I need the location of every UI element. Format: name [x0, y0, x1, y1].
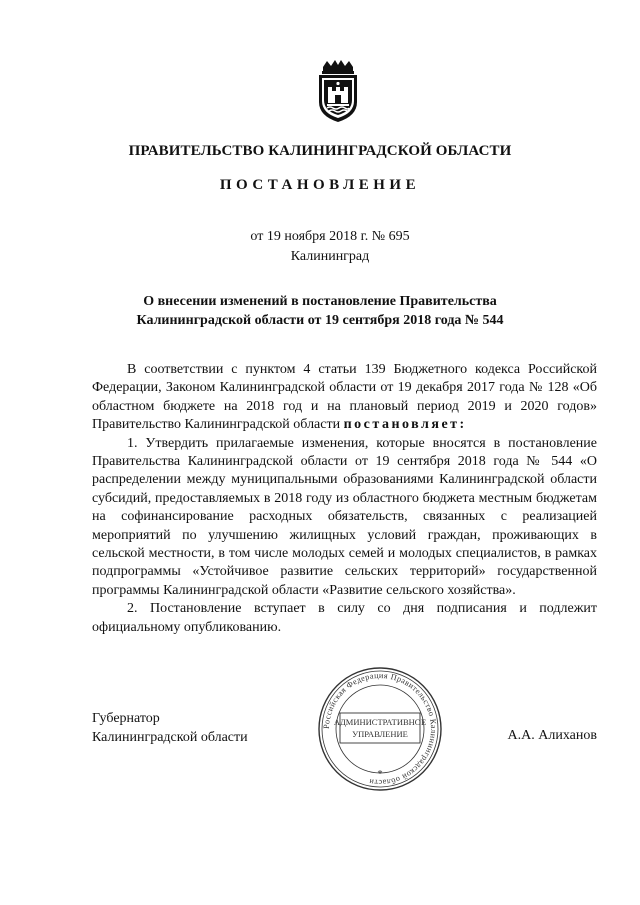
decree-word: постановляет: — [343, 417, 467, 433]
item-1-paragraph: 1. Утвердить прилагаемые изменения, которые вносятся в постановление Правительства Калининградской области от 19 сентября 2018 года № 544 «О распределении между муниципальными образованиями Калининградской области субсидий, предоставляемых в 2018 году из областного бюджета местным бюджетам на софинансирование расходных обязательств, связанных с реализацией мероприятий по улучшению жилищных условий граждан, проживающих в сельской местности, в том числе молодых семей и молодых специалистов, в рамках подпрограммы «Устойчивое развитие сельских территорий» государственной программы Калининградской области «Развитие сельского хозяйства». — [92, 435, 597, 598]
government-name-heading: ПРАВИТЕЛЬСТВО КАЛИНИНГРАДСКОЙ ОБЛАСТИ — [128, 143, 512, 159]
seal-ring-text: Российская Федерация Правительство Калининградской области — [321, 670, 439, 788]
signer-title-line-2: Калининградской области — [92, 730, 248, 745]
signer-title-line-1: Губернатор — [92, 711, 160, 726]
document-city: Калининград — [290, 249, 370, 264]
signer-name: А.А. Алиханов — [507, 728, 597, 743]
seal-center-line-1: АДМИНИСТРАТИВНОЕ — [333, 717, 427, 727]
item-2-paragraph: 2. Постановление вступает в силу со дня подписания и подлежит официальному опубликованию. — [92, 601, 597, 635]
document-body — [92, 361, 597, 637]
subject-line-1: О внесении изменений в постановление Правительства — [143, 294, 497, 309]
preamble-text: В соответствии с пунктом 4 статьи 139 Бюджетного кодекса Российской Федерации, Законом Калининградской области от 19 декабря 2017 года № 128 «Об областном бюджете на 2018 год и на плановый период 2019 и 2020 годов» Правительство Калининградской области — [92, 362, 597, 433]
document-type-heading: ПОСТАНОВЛЕНИЕ — [219, 177, 421, 193]
seal-star: * — [377, 768, 383, 780]
document-subject — [0, 292, 640, 330]
seal-center-line-2: УПРАВЛЕНИЕ — [352, 729, 408, 739]
signer-title — [92, 709, 248, 747]
subject-line-2: Калининградской области от 19 сентября 2018 года № 544 — [136, 313, 504, 328]
preamble-paragraph — [92, 361, 597, 435]
official-seal-stamp — [316, 665, 444, 793]
coat-of-arms-emblem — [313, 58, 363, 124]
document-date-number: от 19 ноября 2018 г. № 695 — [250, 229, 410, 244]
